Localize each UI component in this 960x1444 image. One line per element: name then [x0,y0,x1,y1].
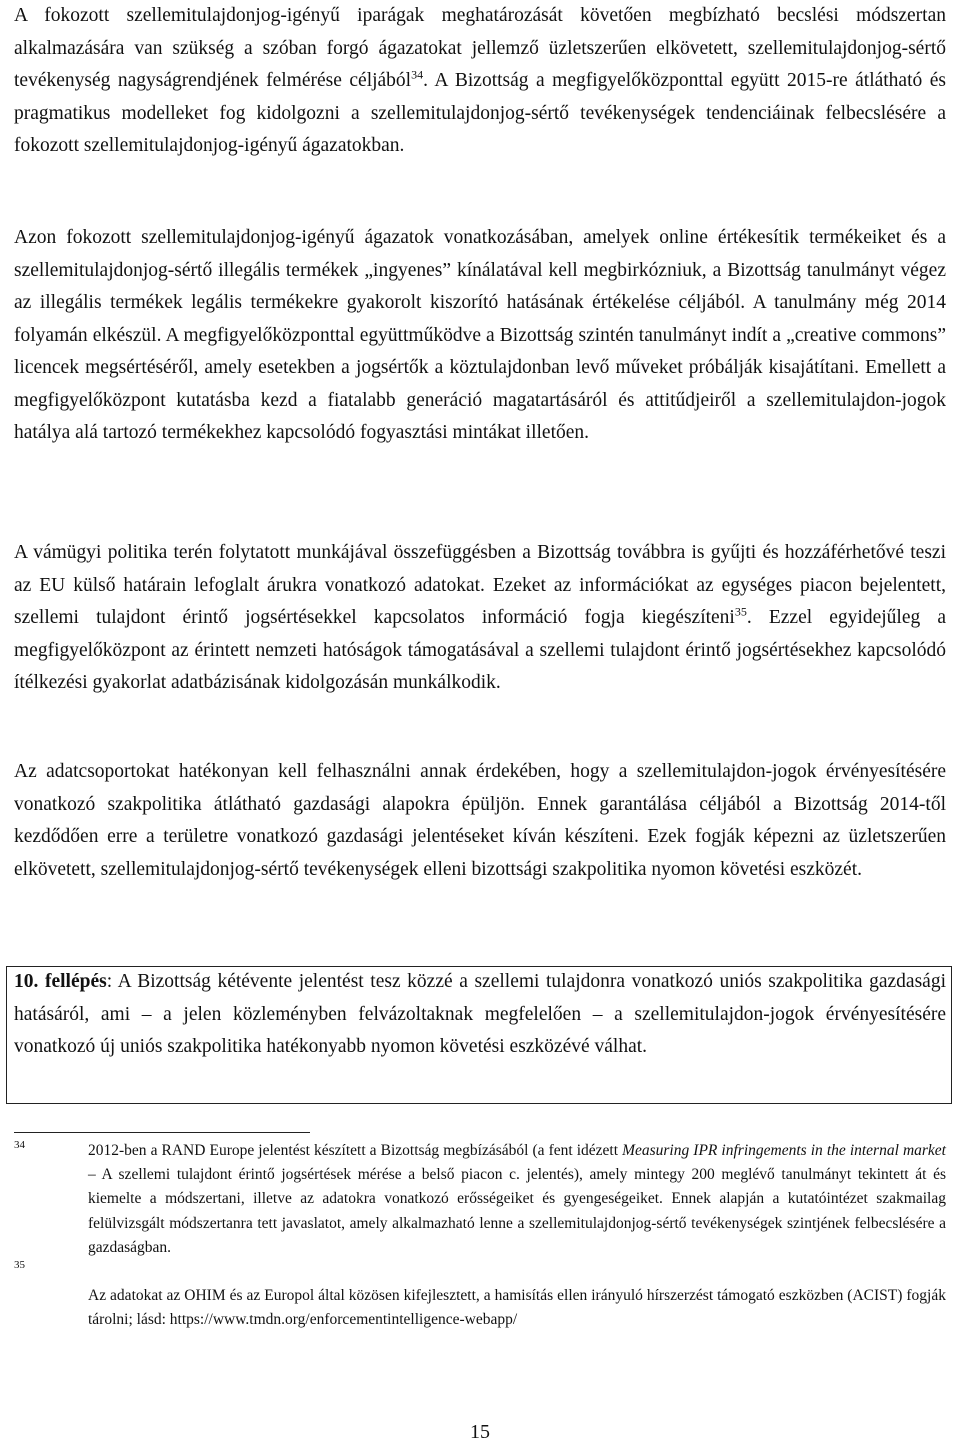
footnote-ref-35[interactable]: 35 [734,604,747,619]
footnote-number-34: 34 [14,1139,25,1151]
footnote-35: Az adatokat az OHIM és az Europol által közösen kifejlesztett, a hamisítás ellen irányuló hírszerzést támogató eszközben (ACIST) fogják tárolni; lásd: https://www.tmdn.org/enforcementintelligence-webapp/ [88,1287,946,1329]
paragraph-online-studies: Azon fokozott szellemitulajdonjog-igényű ágazatok vonatkozásában, amelyek online értékesítik termékeiket és a szellemitulajdonjog-sértő illegális termékek „ingyenes” kínálatával kell megbirkózniuk, a Bizottság tanulmányt végez az illegális termékek legális termékekre gyakorolt kiszorító hatásának értékelése céljából. A tanulmány még 2014 folyamán elkészül. A megfigyelőközponttal együttműködve a Bizottság szintén tanulmányt indít a „creative commons” licencek megsértéséről, amely esetekben a jogsértők a köztulajdonban levő műveket próbálják kisajátítani. Emellett a megfigyelőközpont kutatásba kezd a fiatalabb generáció magatartásáról és attitűdjeiről a szellemitulajdon-jogok hatálya alá tartozó termékekhez kapcsolódó fogyasztási mintákat illetően. [14,227,946,443]
footnote-italic-title: Measuring IPR infringements in the internal market [622,1142,946,1159]
footnote-34 [88,1139,946,1260]
footnote-text: – A szellemi tulajdont érintő jogsértések mérése a belső piacon c. jelentés), amely mintegy 200 meglévő tanulmányt tekintett át és kiemelte a módszertani, illetve az adatokra vonatkozó erősségeiket és gyengeségeiket. Ennek alapján a kutatóintézet szakmailag felülvizsgált módszertanra tett javaslatot, amely alkalmazható lenne a szellemitulajdonjog-sértő tevékenységek szintjének felbecslésére a gazdaságban. [88,1166,946,1256]
footnote-number-35: 35 [14,1259,25,1271]
page-number: 15 [470,1421,490,1443]
action-label: 10. fellépés [14,971,107,992]
paragraph-economic-reports: Az adatcsoportokat hatékonyan kell felhasználni annak érdekében, hogy a szellemitulajdon-jogok érvényesítésére vonatkozó szakpolitika átlátható gazdasági alapokra épüljön. Ennek garantálása céljából a Bizottság 2014-től kezdődően erre a területre vonatkozó gazdasági jelentéseket kíván készíteni. Ezek fogják képezni az üzletszerűen elkövetett, szellemitulajdonjog-sértő tevékenységek elleni bizottsági szakpolitika nyomon követési eszközét. [14,761,946,880]
paragraph-text: A fokozott szellemitulajdonjog-igényű iparágak meghatározását követően megbízható becslési módszertan alkalmazására van szükség a szóban forgó ágazatokat jellemző üzletszerűen elkövetett, szellemitulajdonjog-sértő tevékenység nagyságrendjének felmérése céljából [14,5,946,91]
paragraph-estimation-methodology [14,0,946,163]
action-10-text [14,966,946,1064]
paragraph-text: . A Bizottság a megfigyelőközponttal együtt 2015-re átlátható és pragmatikus modelleket fog kidolgozni a szellemitulajdonjog-sértő tevékenységek tendenciáinak felbecslésére a fokozott szellemitulajdonjog-igényű ágazatokban. [14,70,946,156]
footnote-ref-34[interactable]: 34 [411,67,424,82]
action-body: : A Bizottság kétévente jelentést tesz közzé a szellemi tulajdonra vonatkozó uniós szakpolitika gazdasági hatásáról, ami – a jelen közleményben felvázoltaknak megfelelően – a szellemitulajdon-jogok érvényesítésére vonatkozó új uniós szakpolitika hatékonyabb nyomon követési eszközévé válhat. [14,971,946,1057]
paragraph-text: A vámügyi politika terén folytatott munkájával összefüggésben a Bizottság továbbra is gyűjti és hozzáférhetővé teszi az EU külső határain lefoglalt árukra vonatkozó adatokat. Ezeket az információkat az egységes piacon bejelentett, szellemi tulajdont érintő jogsértésekkel kapcsolatos információ fogja kiegészíteni [14,542,946,628]
footnote-text: 2012-ben a RAND Europe jelentést készített a Bizottság megbízásából (a fent idézett [88,1142,623,1159]
paragraph-text: . Ezzel egyidejűleg a megfigyelőközpont az érintett nemzeti hatóságok támogatásával a szellemi tulajdont érintő jogsértésekhez kapcsolódó ítélkezési gyakorlat adatbázisának kidolgozásán munkálkodik. [14,607,946,693]
footnote-separator [14,1132,310,1133]
paragraph-customs-policy [14,537,946,700]
